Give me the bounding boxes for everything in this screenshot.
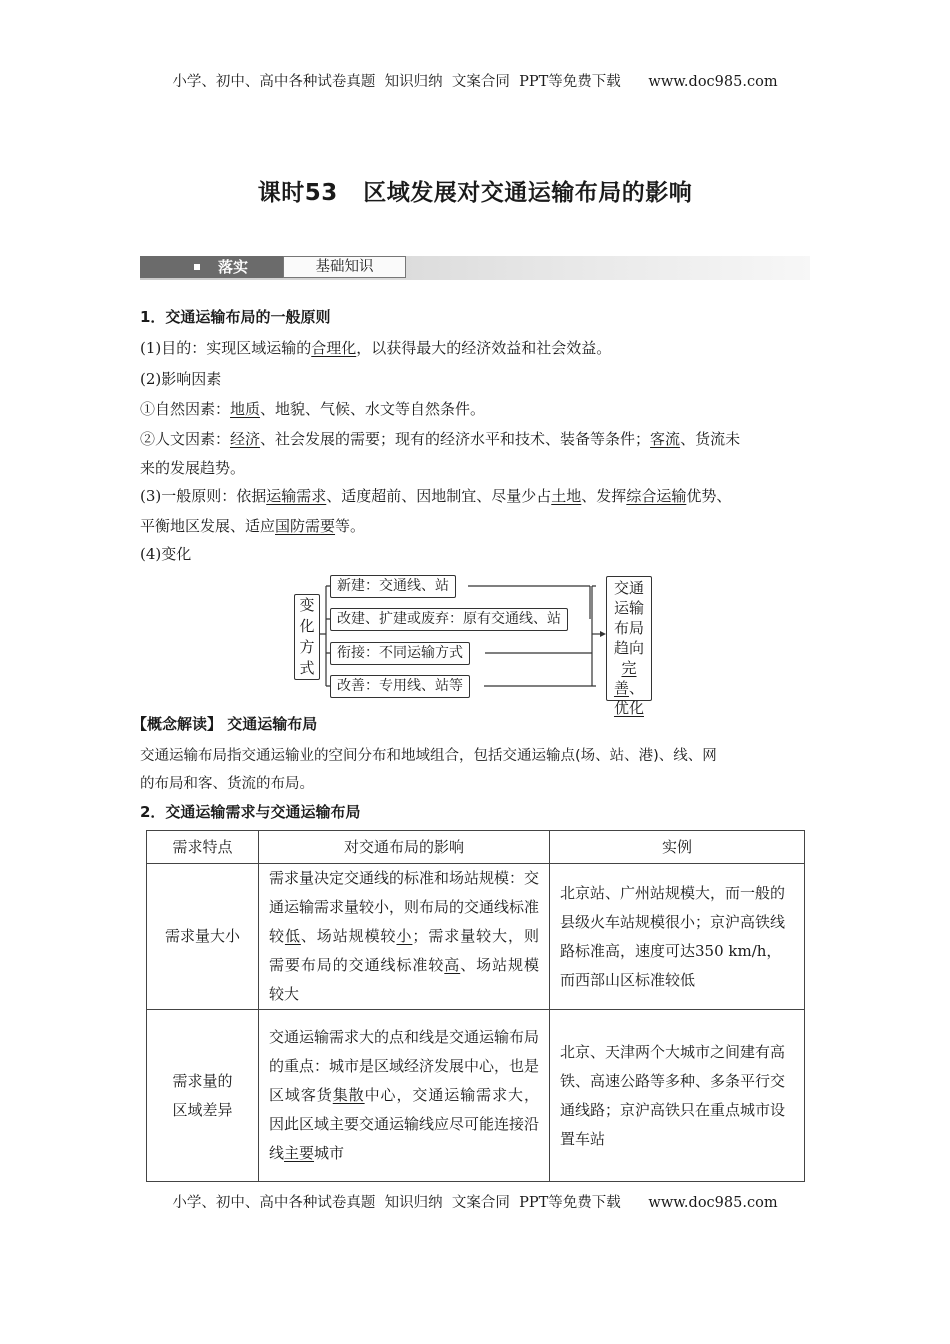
table-cell-feature: 需求量的 区域差异 [147, 1010, 259, 1182]
square-icon [194, 264, 200, 270]
footer-text: 小学、初中、高中各种试卷真题 知识归纳 文案合同 PPT等免费下载 [172, 1195, 621, 1211]
blank-answer: 高 [444, 956, 461, 974]
concept-label: 【概念解读】 [132, 715, 223, 733]
table-row [147, 1010, 805, 1182]
principle-line: (3)一般原则：依据运输需求、适度超前、因地制宜、尽量少占土地、发挥综合运输优势、 [140, 487, 732, 505]
table-cell-example: 北京、天津两个大城市之间建有高铁、高速公路等多种、多条平行交通线路；京沪高铁只在重点城市设置车站 [550, 1010, 805, 1182]
table-cell-feature: 需求量大小 [147, 864, 259, 1010]
blank-answer: 集散 [332, 1086, 365, 1104]
page-header [0, 70, 950, 91]
table-header-cell: 对交通布局的影响 [259, 831, 550, 864]
diagram-item-rebuild: 改建、扩建或废弃：原有交通线、站 [330, 608, 568, 631]
table-header-cell: 实例 [550, 831, 805, 864]
banner-subtitle: 基础知识 [283, 256, 406, 278]
banner-tag-label: 落实 [218, 258, 249, 276]
blank-answer: 地质 [230, 400, 261, 418]
blank-answer: 综合运输 [626, 487, 687, 505]
natural-factors-line: ①自然因素：地质、地貌、气候、水文等自然条件。 [140, 400, 486, 418]
human-factors-line: ②人文因素：经济、社会发展的需要；现有的经济水平和技术、装备等条件；客流、货流未 [140, 430, 741, 448]
demand-table [146, 830, 805, 1182]
table-cell-example: 北京站、广州站规模大，而一般的县级火车站规模很小；京沪高铁线路标准高，速度可达350 km/h，而西部山区标准较低 [550, 864, 805, 1010]
concept-body-1: 交通运输布局指交通运输业的空间分布和地域组合，包括交通运输点(场、站、港)、线、网 [140, 748, 717, 764]
blank-answer: 国防需要 [275, 517, 336, 535]
right-bracket [592, 586, 596, 686]
table-header-cell: 需求特点 [147, 831, 259, 864]
concept-term: 交通运输布局 [227, 715, 318, 733]
principle-line-cont: 平衡地区发展、适应国防需要等。 [140, 517, 366, 535]
footer-url[interactable]: www.doc985.com [648, 1195, 778, 1211]
table-header-row [147, 831, 805, 864]
factors-line: (2)影响因素 [140, 370, 222, 388]
diagram-left-box: 变 化 方 式 [294, 594, 320, 680]
blank-answer: 运输需求 [266, 487, 327, 505]
human-factors-line-cont: 来的发展趋势。 [140, 459, 246, 477]
left-bracket [320, 586, 330, 686]
blank-answer: 土地 [551, 487, 582, 505]
diagram-right-box: 交通 运输 布局 趋向 完善、 优化 [606, 576, 652, 701]
header-url[interactable]: www.doc985.com [648, 74, 778, 90]
header-text: 小学、初中、高中各种试卷真题 知识归纳 文案合同 PPT等免费下载 [172, 74, 621, 90]
banner-tag [140, 256, 283, 278]
table-cell-impact: 交通运输需求大的点和线是交通运输布局的重点：城市是区域经济发展中心，也是区域客货集散中心，交通运输需求大，因此区域主要交通运输线应尽可能连接沿线主要城市 [259, 1010, 550, 1182]
change-line: (4)变化 [140, 545, 192, 563]
blank-answer: 小 [396, 927, 413, 945]
blank-answer: 低 [284, 927, 301, 945]
section-banner [140, 256, 810, 280]
blank-answer: 客流 [650, 430, 681, 448]
table-row [147, 864, 805, 1010]
concept-heading [132, 713, 812, 734]
section1-heading: 1．交通运输布局的一般原则 [140, 308, 331, 326]
diagram-item-connect: 衔接：不同运输方式 [330, 642, 470, 665]
blank-answer: 主要 [284, 1144, 315, 1162]
blank-answer: 完善 [613, 659, 637, 697]
section2-heading: 2．交通运输需求与交通运输布局 [140, 803, 361, 821]
page-footer [0, 1191, 950, 1212]
blank-answer: 经济 [230, 430, 261, 448]
table-cell-impact: 需求量决定交通线的标准和场站规模：交通运输需求量较小，则布局的交通线标准较低、场站规模较小；需求量较大，则需要布局的交通线标准较高、场站规模较大 [259, 864, 550, 1010]
purpose-line: (1)目的：实现区域运输的合理化，以获得最大的经济效益和社会效益。 [140, 339, 612, 357]
diagram-item-new: 新建：交通线、站 [330, 575, 456, 598]
concept-body-2: 的布局和客、货流的布局。 [140, 776, 314, 792]
change-diagram [290, 572, 665, 717]
page-title: 课时53 区域发展对交通运输布局的影响 [257, 180, 693, 206]
blank-answer: 合理化 [311, 339, 357, 357]
diagram-item-improve: 改善：专用线、站等 [330, 675, 470, 698]
blank-answer: 优化 [613, 699, 644, 717]
